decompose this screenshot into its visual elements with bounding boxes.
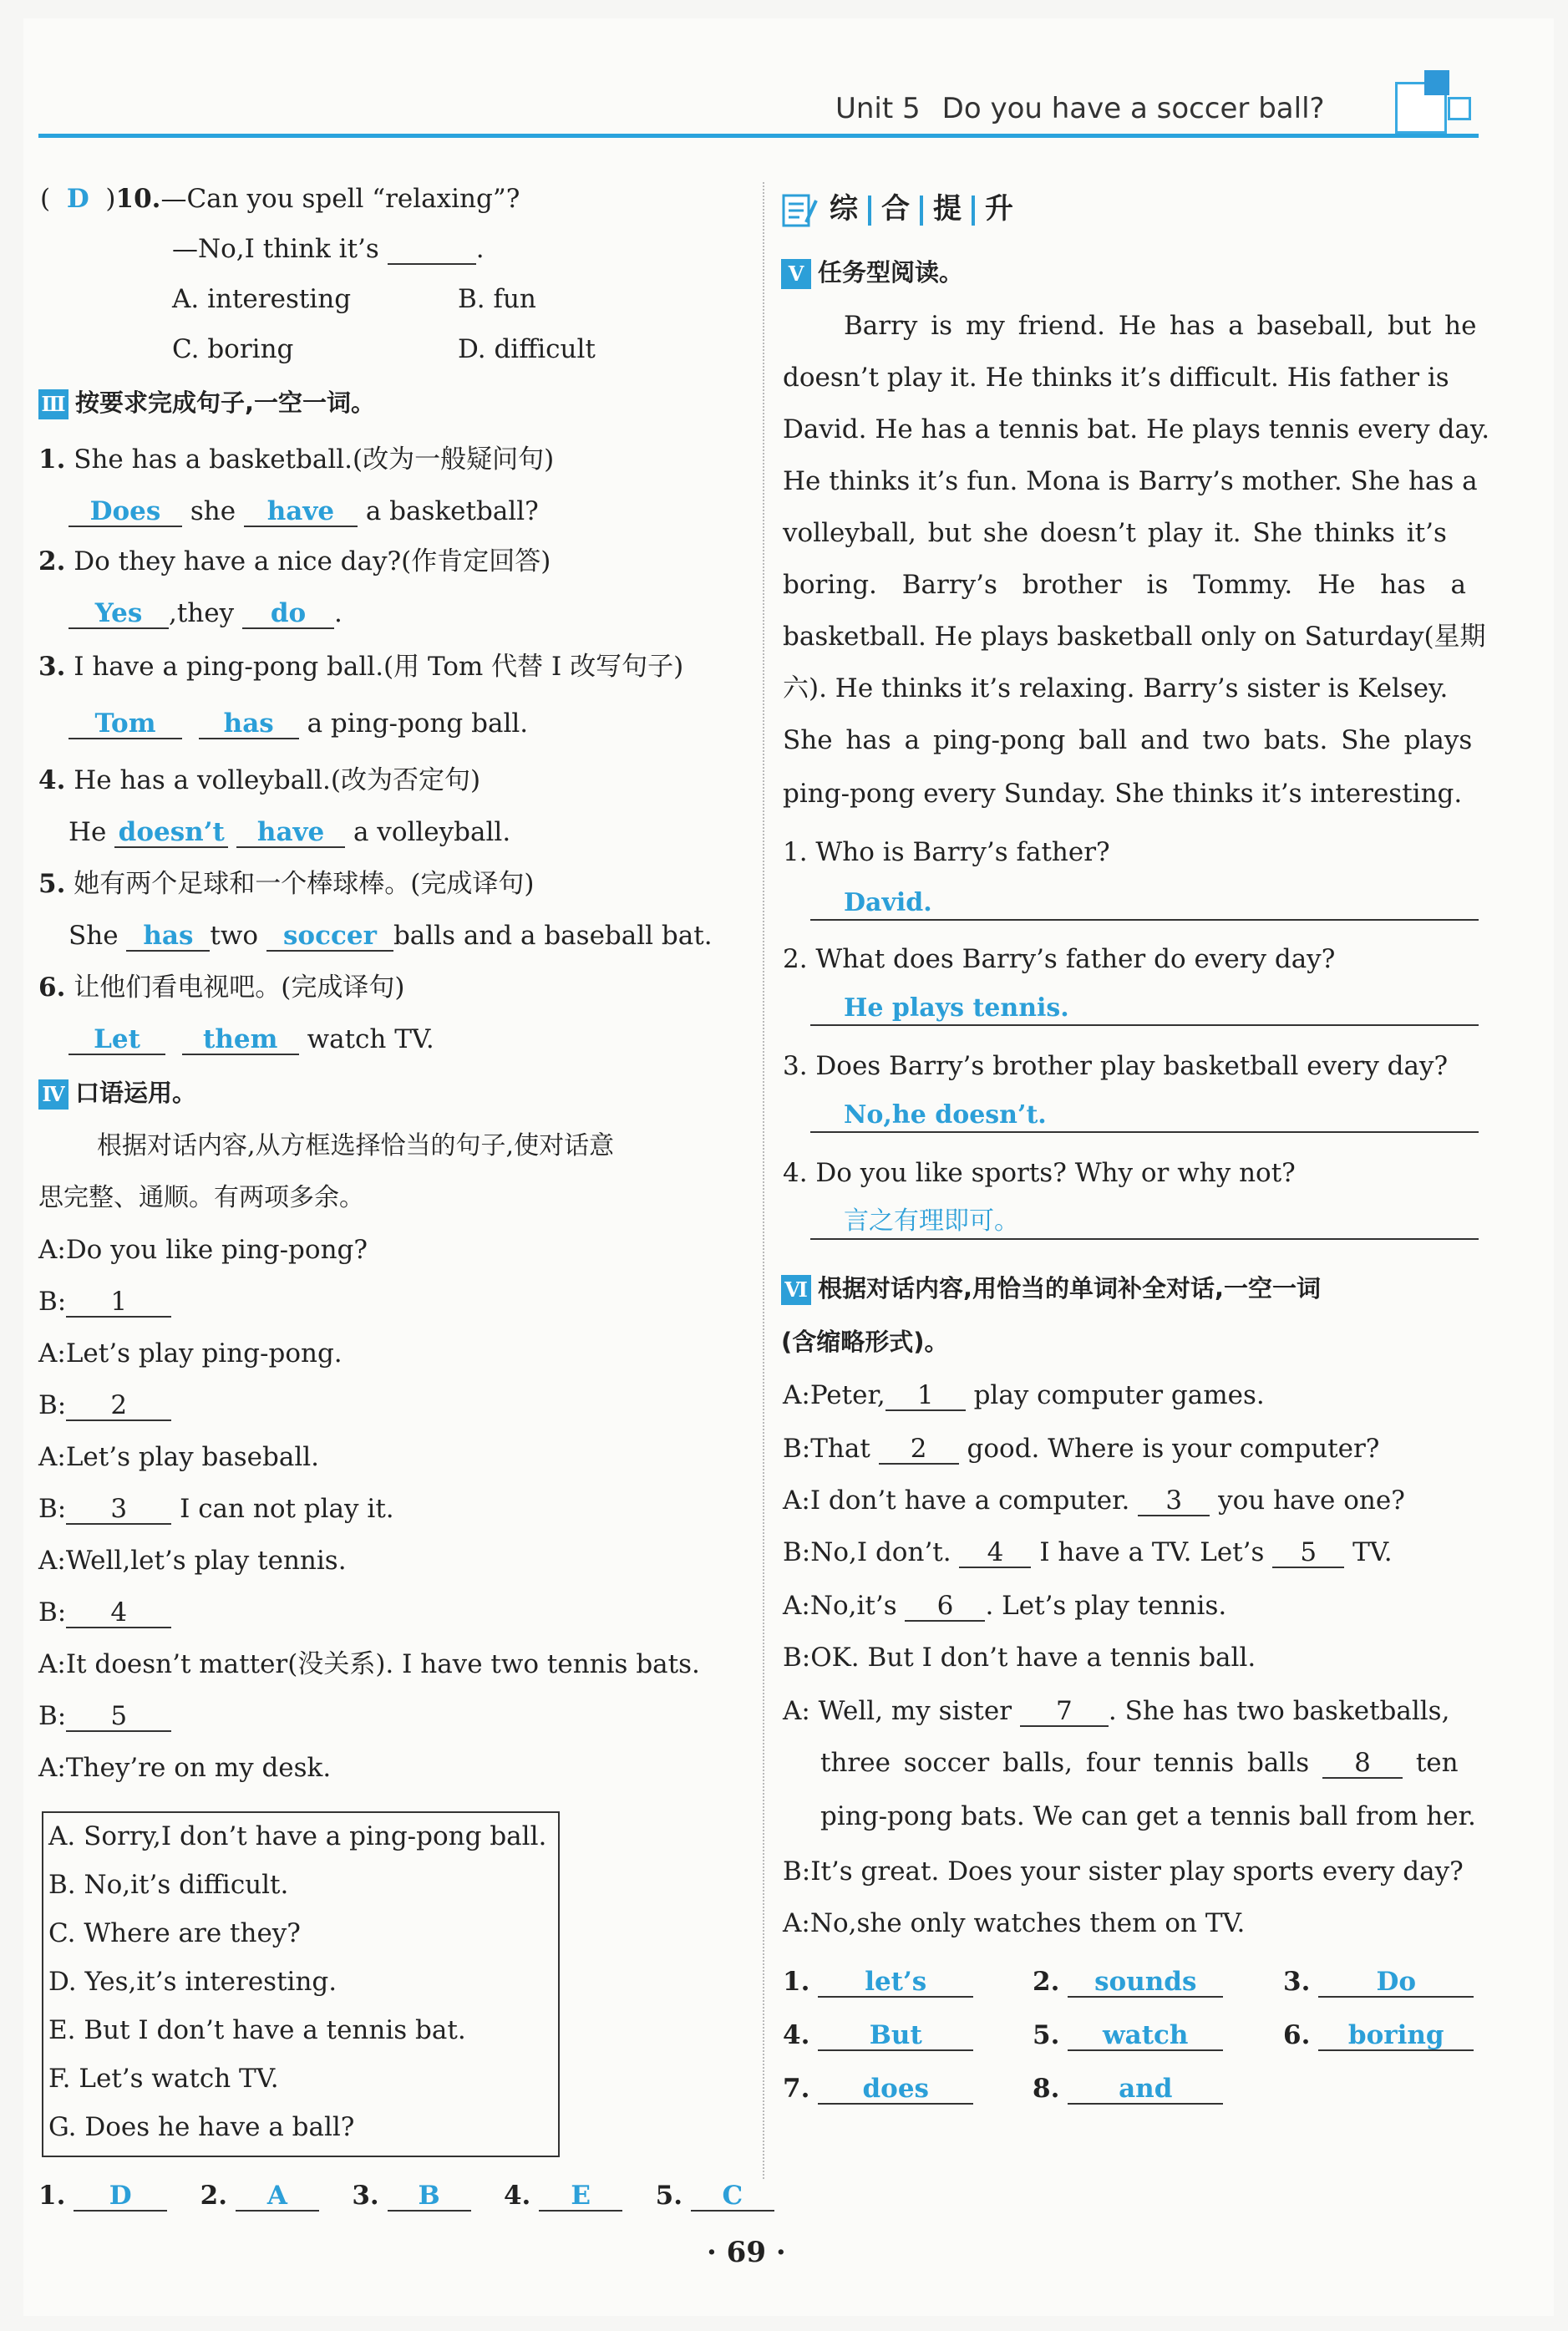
answer-number: 3. [1283,1967,1311,1997]
banner-char: 合 [881,192,910,226]
answer-blank: sounds [1068,1968,1223,1998]
section-6-title-cont: (含缩略形式)。 [781,1328,949,1356]
s3-answer-line [69,1023,434,1056]
reading-answer: 言之有理即可。 [844,1206,1019,1236]
dialog-blank: 3 [1138,1486,1210,1516]
dialog-blank: 1 [885,1381,966,1411]
dialog-text: ten [1402,1748,1459,1778]
answer-number: 1. [38,2181,66,2211]
item-number: 3. [38,652,66,682]
answer-blank: and [1068,2075,1223,2105]
answer-blank: C [691,2181,774,2212]
dialog-line: A:Well,let’s play tennis. [38,1546,347,1576]
unit-title: Do you have a soccer ball? [941,92,1325,125]
passage-line: He thinks it’s fun. Mona is Barry’s mother. She has a [783,466,1478,496]
answer-blank: soccer [266,922,393,952]
answer-blank: Do [1318,1968,1474,1998]
answer-text: balls and a baseball bat. [393,921,713,951]
section-6-title: 根据对话内容,用恰当的单词补全对话,一空一词 [818,1274,1322,1303]
section-5-heading [781,256,963,289]
q10-reply-end: . [475,234,485,264]
dialog-line [783,1432,1379,1465]
reading-answer: David. [844,888,932,917]
item-number: 6. [38,973,66,1003]
answer-blank: has [126,922,210,952]
item-text: 让他们看电视吧。(完成译句) [74,973,405,1003]
section-3-title: 按要求完成句子,一空一词。 [75,388,376,417]
item-text: She has a basketball.(改为一般疑问句) [74,444,555,475]
answer-blank: boring [1318,2021,1474,2051]
answer-blank: B [388,2181,471,2212]
dialog-line: A:No,she only watches them on TV. [783,1908,1246,1938]
section-4-heading [38,1076,196,1110]
dialog-blank: 2 [879,1435,959,1465]
banner-char: 综 [830,192,858,226]
header-decoration [1448,97,1471,120]
answer-blank: E [539,2181,622,2212]
section-banner [781,185,1013,229]
dialog-text: you have one? [1210,1485,1405,1516]
page-number: · 69 · [707,2236,786,2269]
dialog-line [38,1699,171,1733]
q10-answer: D [66,184,89,214]
answer-number: 4. [503,2181,531,2211]
s3-question [38,764,480,797]
answer-blank: Tom [69,709,182,739]
section-badge: Ⅴ [781,259,811,289]
dialog-line: B:It’s great. Does your sister play sports every day? [783,1856,1464,1887]
section-5-title: 任务型阅读。 [818,258,964,287]
answer-number: 1. [783,1967,810,1997]
dialog-blank: 6 [905,1592,985,1622]
dialog-line [783,1589,1226,1623]
answer-text: a volleyball. [353,817,511,847]
answer-text: a basketball? [365,496,539,526]
reading-question: 1. Who is Barry’s father? [783,837,1110,867]
dialog-line [38,1285,171,1318]
option: E. But I don’t have a tennis bat. [48,2015,466,2045]
s6-answer [1283,1965,1474,1998]
q10-reply-text: —No,I think it’s [172,234,388,264]
dialog-line [38,1596,171,1629]
dialog-text: I can not play it. [171,1494,394,1524]
answer-blank: does [818,2075,973,2105]
dialog-text: TV. [1344,1537,1393,1567]
answer-blank: But [818,2021,973,2051]
answer-line [810,1099,1479,1133]
section-3-heading [38,386,375,419]
dialog-text: play computer games. [965,1380,1265,1410]
q10-option: B. fun [458,284,536,314]
section-badge: Ⅳ [38,1079,69,1110]
answer-line [810,1206,1479,1240]
answer-text: she [190,496,236,526]
answer-number: 5. [655,2181,683,2211]
answer-number: 2. [200,2181,228,2211]
answer-blank: A [236,2181,319,2212]
header-rule [38,134,1479,138]
dialog-line [38,1492,394,1526]
answer-number: 4. [783,2020,810,2050]
banner-char: 升 [985,192,1013,226]
s3-question [38,650,683,683]
s3-answer-line [69,597,343,630]
dialog-blank: 4 [66,1598,171,1628]
passage-line: She has a ping-pong ball and two bats. She plays [783,725,1473,755]
passage-line: 六). He thinks it’s relaxing. Barry’s sister is Kelsey. [783,673,1449,703]
section-badge: Ⅲ [38,389,69,419]
dialog-text: A:No,it’s [783,1591,906,1621]
dialog-text: I have a TV. Let’s [1031,1537,1273,1567]
s6-answer [1283,2019,1474,2052]
answer-number: 2. [1033,1967,1060,1997]
answer-blank: Yes [69,599,169,629]
passage-line: volleyball, but she doesn’t play it. She thinks it’s [783,518,1447,548]
banner-separator [972,196,975,226]
answer-blank: D [74,2181,167,2212]
dialog-blank: 3 [66,1495,171,1525]
dialog-line: A:Let’s play ping-pong. [38,1338,343,1369]
answer-blank: has [199,709,299,739]
speaker: B: [38,1494,67,1524]
dialog-line [783,1536,1393,1569]
dialog-blank: 2 [66,1391,171,1421]
unit-label: Unit 5 [835,92,921,125]
reading-question: 3. Does Barry’s brother play basketball every day? [783,1051,1449,1081]
s3-question [38,545,551,578]
answer-text: ,they [169,598,235,628]
dialog-blank: 5 [1272,1538,1344,1568]
s6-answer [1033,2072,1223,2105]
answer-blank: doesn’t [114,818,228,848]
answer-text: two [210,921,259,951]
s3-question [38,443,554,476]
section-4-title: 口语运用。 [75,1079,197,1107]
s6-answer [783,2019,973,2052]
s6-answer [1033,1965,1223,1998]
reading-question: 4. Do you like sports? Why or why not? [783,1158,1296,1188]
item-number: 5. [38,869,66,899]
s6-answer [783,1965,973,1998]
dialog-blank: 8 [1322,1749,1403,1779]
speaker: B: [38,1390,67,1420]
speaker: B: [38,1597,67,1628]
q10-stem: —Can you spell “relaxing”? [160,184,520,214]
answer-blank: Does [69,497,182,527]
answer-blank: watch [1068,2021,1223,2051]
dialog-line: A:It doesn’t matter(没关系). I have two tennis bats. [38,1649,700,1679]
dialog-blank: 5 [66,1702,171,1732]
dialog-line: A:They’re on my desk. [38,1753,332,1783]
s4-intro: 根据对话内容,从方框选择恰当的句子,使对话意 [97,1131,615,1160]
dialog-text: A: Well, my sister [783,1696,1020,1726]
option: F. Let’s watch TV. [48,2064,279,2094]
dialog-text: good. Where is your computer? [958,1434,1380,1464]
dialog-blank: 7 [1020,1697,1109,1727]
dialog-blank: 4 [959,1538,1031,1568]
q10-blank [388,235,476,265]
s3-answer-line [69,495,539,528]
dialog-line: ping-pong bats. We can get a tennis ball from her. [820,1801,1476,1831]
answer-text: watch TV. [307,1024,434,1054]
dialog-text: A:Peter, [783,1380,885,1410]
answer-blank: do [242,599,334,629]
q10-option: A. interesting [172,284,352,314]
s3-question [38,867,534,901]
dialog-text: A:I don’t have a computer. [783,1485,1139,1516]
section-6-heading [781,1272,1321,1305]
answer-line [810,993,1479,1026]
speaker: B: [38,1287,67,1317]
speaker: B: [38,1701,67,1731]
reading-question: 2. What does Barry’s father do every day? [783,944,1336,974]
book-icon [781,192,818,229]
answer-number: 8. [1033,2074,1060,2104]
banner-separator [920,196,923,226]
dialog-line [783,1379,1265,1412]
s3-answer-line [69,815,510,849]
passage-line: David. He has a tennis bat. He plays tennis every day. [783,414,1490,444]
answer-blank: have [244,497,358,527]
option: A. Sorry,I don’t have a ping-pong ball. [48,1821,547,1851]
s4-intro: 思完整、通顺。有两项多余。 [38,1183,364,1212]
dialog-text: B:That [783,1434,879,1464]
answer-text: a ping-pong ball. [307,708,529,739]
s3-question [38,971,404,1004]
item-number: 1. [38,444,66,475]
item-number: 2. [38,546,66,576]
passage-line: basketball. He plays basketball only on Saturday(星期 [783,622,1486,652]
answer-blank: let’s [818,1968,973,1998]
passage-line: Barry is my friend. He has a baseball, but he [844,311,1477,341]
option: B. No,it’s difficult. [48,1870,289,1900]
passage-line: ping-pong every Sunday. She thinks it’s interesting. [783,779,1463,809]
answer-line [810,887,1479,921]
passage-line: doesn’t play it. He thinks it’s difficult. His father is [783,363,1449,393]
dialog-text: B:No,I don’t. [783,1537,960,1567]
option: C. Where are they? [48,1918,301,1948]
s3-answer-line [69,707,528,740]
answer-blank: have [236,818,345,848]
dialog-blank: 1 [66,1287,171,1318]
option: D. Yes,it’s interesting. [48,1967,337,1997]
item-text: I have a ping-pong ball.(用 Tom 代替 I 改写句子) [74,652,684,682]
options-box [42,1811,560,2157]
dialog-line: B:OK. But I don’t have a tennis ball. [783,1643,1256,1673]
item-text: He has a volleyball.(改为否定句) [74,765,481,795]
answer-number: 7. [783,2074,810,2104]
item-text: Do they have a nice day?(作肯定回答) [74,546,551,576]
answer-number: 5. [1033,2020,1060,2050]
reading-answer: He plays tennis. [844,993,1069,1023]
banner-char: 提 [933,192,962,226]
q10-option: D. difficult [458,334,596,364]
q10-number: 10. [115,184,161,214]
dialog-line [783,1694,1449,1728]
reading-answer: No,he doesn’t. [844,1100,1047,1130]
s4-answers [38,2179,774,2212]
option: G. Does he have a ball? [48,2112,355,2142]
dialog-line [38,1389,171,1422]
question-10: ( D )10.—Can you spell “relaxing”? [40,184,520,214]
answer-blank: them [182,1025,299,1055]
q10-option: C. boring [172,334,294,364]
dialog-line [820,1746,1459,1780]
answer-text: . [334,598,343,628]
answer-text: She [69,921,119,951]
s3-answer-line [69,919,713,952]
s6-answer [783,2072,973,2105]
page-header [835,92,1325,125]
section-badge: Ⅵ [781,1275,811,1305]
column-divider [763,182,764,2179]
answer-blank: Let [69,1025,165,1055]
passage-line: boring. Barry’s brother is Tommy. He has a [783,570,1466,600]
item-number: 4. [38,765,66,795]
answer-number: 3. [352,2181,379,2211]
dialog-line: A:Let’s play baseball. [38,1442,320,1472]
dialog-line [783,1484,1405,1517]
item-text: 她有两个足球和一个棒球棒。(完成译句) [74,869,535,899]
q10-reply [172,232,485,266]
s6-answer [1033,2019,1223,2052]
dialog-text: . She has two basketballs, [1108,1696,1450,1726]
dialog-line: A:Do you like ping-pong? [38,1235,368,1265]
answer-text: He [69,817,107,847]
header-decoration [1424,70,1449,95]
dialog-text: . Let’s play tennis. [985,1591,1227,1621]
dialog-text: three soccer balls, four tennis balls [820,1748,1322,1778]
banner-separator [868,196,871,226]
answer-number: 6. [1283,2020,1311,2050]
